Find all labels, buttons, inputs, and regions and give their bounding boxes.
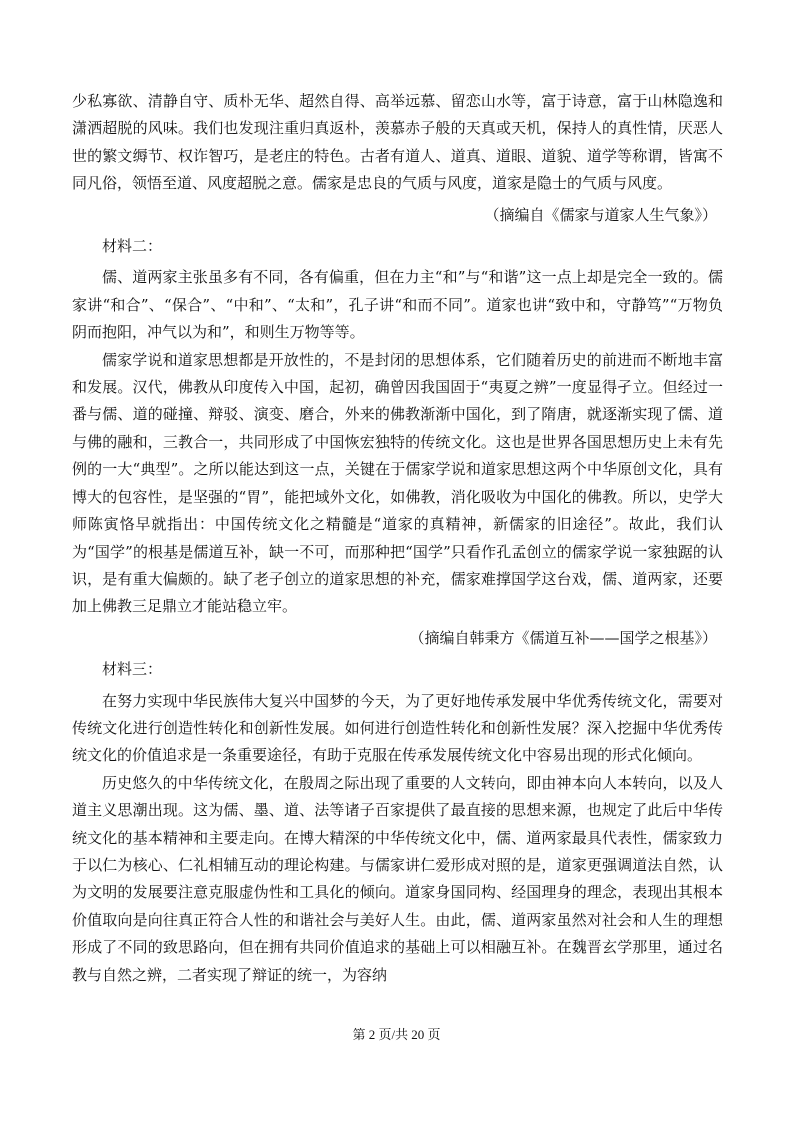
material1-tail-paragraph: 少私寡欲、清静自守、质朴无华、超然自得、高举远慕、留恋山水等，富于诗意，富于山林隐逸和潇洒超脱的风味。我们也发现注重归真返朴，羡慕赤子般的天真或天机，保持人的真性情，厌恶人世的繁文缛节、权诈智巧，是老庄的特色。古者有道人、道真、道眼、道貌、道学等称谓，皆寓不同凡俗，领悟至道、风度超脱之意。儒家是忠良的气质与风度，道家是隐士的气质与风度。 <box>72 92 723 193</box>
material2-source: （摘编自韩秉方《儒道互补——国学之根基》） <box>409 628 717 647</box>
material2-paragraph-2: 儒家学说和道家思想都是开放性的，不是封闭的思想体系，它们随着历史的前进而不断地丰富和发展。汉代，佛教从印度传入中国，起初，确曾因我国固于“夷夏之辨”一度显得孑立。但经过一番与儒、道的碰撞、辩驳、演变、磨合，外来的佛教渐渐中国化，到了隋唐，就逐渐实现了儒、道与佛的融和，三教合一，共同形成了中国恢宏独特的传统文化。这也是世界各国思想历史上未有先例的一大“典型”。之所以能达到这一点，关键在于儒家学说和道家思想这两个中华原创文化，具有博大的包容性，是坚强的“胃”，能把域外文化，如佛教，消化吸收为中国化的佛教。所以，史学大师陈寅恪早就指出：中国传统文化之精髓是“道家的真精神，新儒家的旧途径”。故此，我们认为“国学”的根基是儒道互补，缺一不可，而那种把“国学”只看作孔孟创立的儒家学说一家独踞的认识，是有重大偏颇的。缺了老子创立的道家思想的补充，儒家难撑国学这台戏，儒、道两家，还要加上佛教三足鼎立才能站稳立牢。 <box>72 350 723 616</box>
material3-paragraph-1: 在努力实现中华民族伟大复兴中国梦的今天，为了更好地传承发展中华优秀传统文化，需要对传统文化进行创造性转化和创新性发展。如何进行创造性转化和创新性发展？深入挖掘中华优秀传统文化的价值追求是一条重要途径，有助于克服在传承发展传统文化中容易出现的形式化倾向。 <box>72 691 723 765</box>
material2-heading: 材料二： <box>102 237 163 256</box>
material1-source: （摘编自《儒家与道家人生气象》） <box>484 205 717 224</box>
material3-heading: 材料三： <box>102 660 163 679</box>
document-body <box>72 88 723 989</box>
page-number-footer: 第 2 页/共 20 页 <box>352 1027 441 1042</box>
material2-paragraph-1: 儒、道两家主张虽多有不同，各有偏重，但在力主“和”与“和谐”这一点上却是完全一致的。儒家讲“和合”、“保合”、“中和”、“太和”，孔子讲“和而不同”。道家也讲“致中和，守静笃”“万物负阴而抱阳，冲气以为和”，和则生万物等等。 <box>72 268 723 342</box>
material3-paragraph-2: 历史悠久的中华传统文化，在殷周之际出现了重要的人文转向，即由神本向人本转向，以及人道主义思潮出现。这为儒、墨、道、法等诸子百家提供了最直接的思想来源，也规定了此后中华传统文化的基本精神和主要走向。在博大精深的中华传统文化中，儒、道两家最具代表性，儒家致力于以仁为核心、仁礼相辅互动的理论构建。与儒家讲仁爱形成对照的是，道家更强调道法自然，认为文明的发展要注意克服虚伪性和工具化的倾向。道家身国同构、经国理身的理念，表现出其根本价值取向是向往真正符合人性的和谐社会与美好人生。由此，儒、道两家虽然对社会和人生的理想形成了不同的致思路向，但在拥有共同价值追求的基础上可以相融互补。在魏晋玄学那里，通过名教与自然之辨，二者实现了辩证的统一，为容纳 <box>72 773 723 984</box>
